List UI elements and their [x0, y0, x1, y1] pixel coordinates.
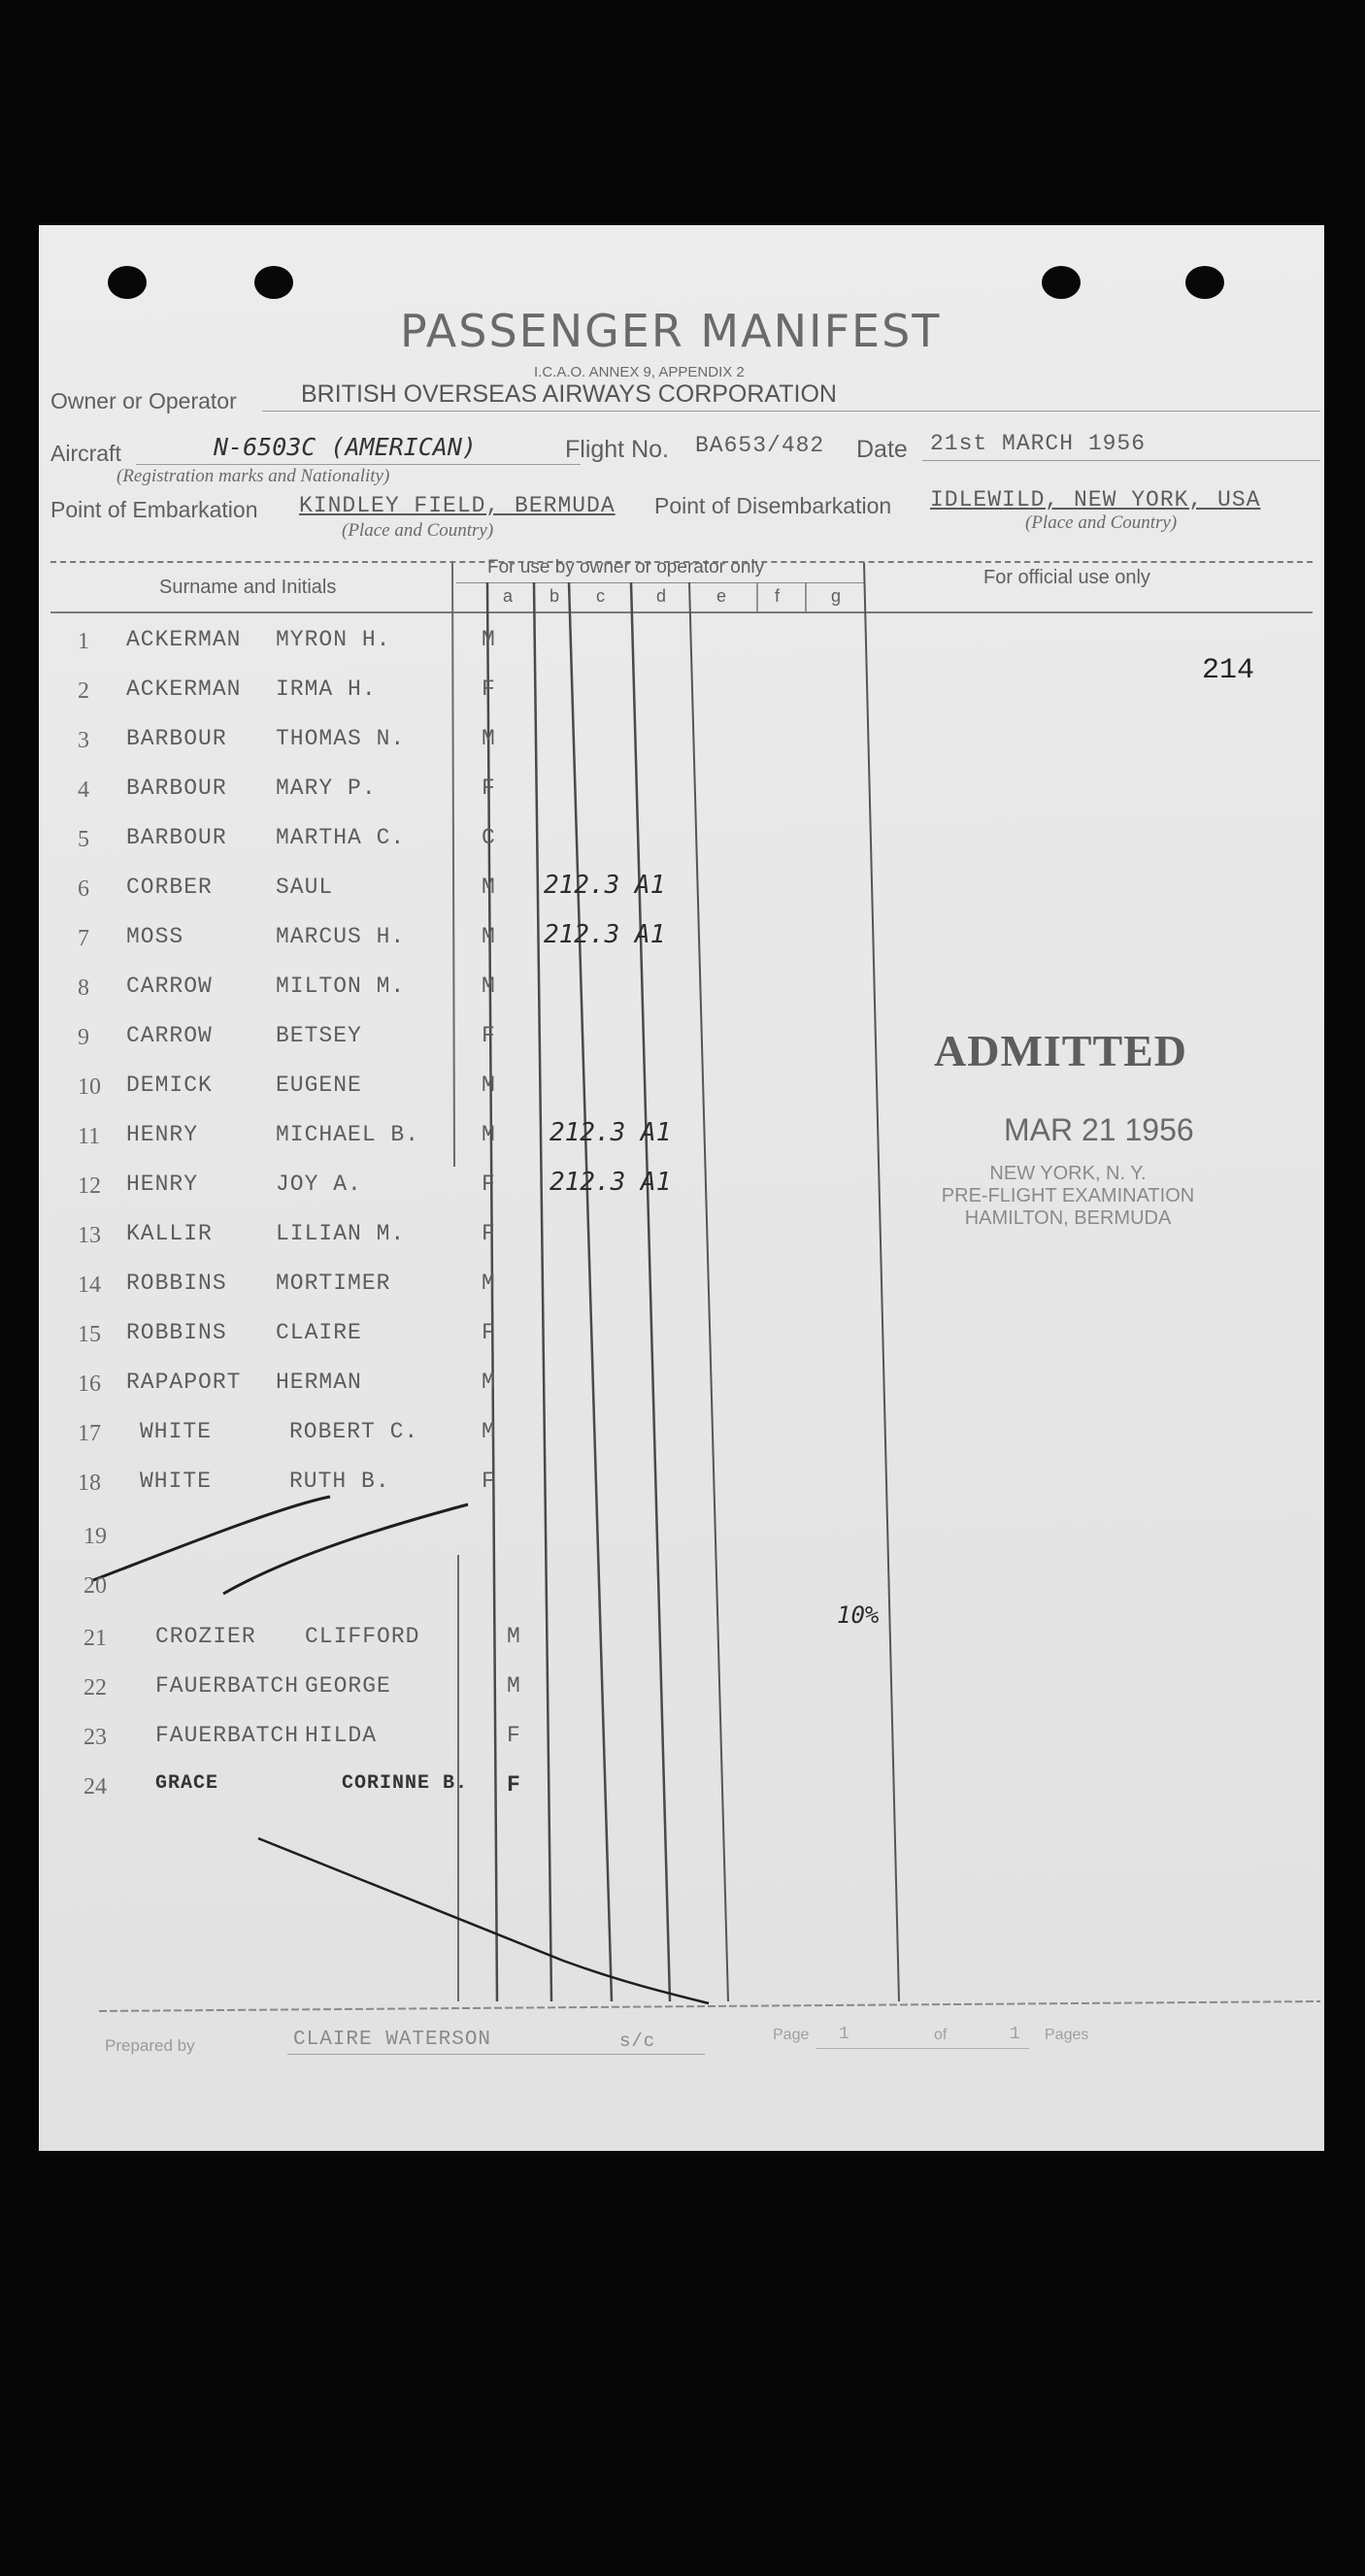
- passenger-surname: FAUERBATCH: [155, 1723, 300, 1748]
- table-row: [39, 1713, 1320, 1763]
- stamp-date: MAR 21 1956: [1004, 1112, 1194, 1147]
- row-number: 23: [83, 1725, 107, 1750]
- date-value: 21st MARCH 1956: [930, 431, 1147, 456]
- passenger-category: M: [482, 875, 496, 900]
- passenger-given-names: MARY P.: [276, 776, 377, 801]
- passenger-surname: BARBOUR: [126, 825, 227, 850]
- table-row: [39, 1261, 1320, 1310]
- table-row: [39, 1614, 1320, 1664]
- passenger-given-names: EUGENE: [276, 1073, 362, 1098]
- passenger-surname: CARROW: [126, 974, 213, 999]
- passenger-surname: KALLIR: [126, 1221, 213, 1246]
- row-number: 14: [78, 1272, 101, 1298]
- col-name-header: Surname and Initials: [159, 577, 337, 598]
- manifest-subtitle: I.C.A.O. ANNEX 9, APPENDIX 2: [534, 364, 745, 380]
- row-number: 16: [78, 1371, 101, 1397]
- column-letter: g: [831, 586, 842, 606]
- passenger-surname: MOSS: [126, 924, 184, 949]
- passenger-category: M: [507, 1673, 521, 1699]
- passenger-surname: FAUERBATCH: [155, 1673, 300, 1699]
- column-letter: e: [716, 586, 727, 606]
- passenger-surname: RAPAPORT: [126, 1370, 242, 1395]
- row-number: 21: [83, 1626, 107, 1651]
- aircraft-label: Aircraft: [50, 441, 121, 466]
- passenger-category: M: [482, 1122, 496, 1147]
- row-number: 10: [78, 1074, 101, 1100]
- passenger-given-names: CLIFFORD: [305, 1624, 420, 1649]
- passenger-category: F: [482, 1320, 496, 1345]
- table-row: [39, 716, 1320, 766]
- col-owner-header: For use by owner or operator only: [487, 557, 765, 578]
- prepared-label: Prepared by: [105, 2036, 195, 2055]
- embark-value: KINDLEY FIELD, BERMUDA: [299, 493, 616, 518]
- passenger-surname: HENRY: [126, 1122, 199, 1147]
- passenger-category: F: [507, 1772, 521, 1798]
- official-number: 214: [1202, 654, 1255, 687]
- disembark-label: Point of Disembarkation: [654, 493, 892, 518]
- row-number: 12: [78, 1173, 101, 1199]
- row-number: 9: [78, 1025, 89, 1050]
- handwritten-mark: 212.3 A1: [549, 1168, 672, 1197]
- embark-label: Point of Embarkation: [50, 497, 258, 522]
- passenger-given-names: HERMAN: [276, 1370, 362, 1395]
- manifest-title: PASSENGER MANIFEST: [400, 305, 942, 357]
- table-row: [39, 865, 1320, 914]
- passenger-surname: WHITE: [140, 1419, 213, 1444]
- row-number: 24: [83, 1774, 107, 1800]
- passenger-given-names: SAUL: [276, 875, 334, 900]
- aircraft-note: (Registration marks and Nationality): [117, 466, 390, 486]
- table-row: [39, 1310, 1320, 1360]
- table-row: [39, 1664, 1320, 1713]
- row-number: 17: [78, 1421, 101, 1446]
- passenger-given-names: MARTHA C.: [276, 825, 406, 850]
- passenger-given-names: BETSEY: [276, 1023, 362, 1048]
- row-number: 18: [78, 1470, 101, 1496]
- handwritten-mark: 212.3 A1: [544, 871, 666, 900]
- table-row: [39, 1763, 1320, 1812]
- passenger-surname: BARBOUR: [126, 776, 227, 801]
- row-number: 11: [78, 1124, 101, 1149]
- row-number: 22: [83, 1675, 107, 1701]
- table-row: [39, 1562, 1320, 1611]
- row-number: 3: [78, 728, 89, 753]
- col-official-header: For official use only: [983, 567, 1150, 588]
- passenger-category: C: [482, 825, 496, 850]
- prepared-value: CLAIRE WATERSON: [293, 2029, 492, 2051]
- row-number: 1: [78, 629, 89, 654]
- page-underline: [816, 2048, 1029, 2049]
- handwritten-mark: 212.3 A1: [549, 1118, 672, 1147]
- disembark-value: IDLEWILD, NEW YORK, USA: [930, 487, 1261, 512]
- pages-label: Pages: [1045, 2027, 1089, 2043]
- column-letter: d: [656, 586, 667, 606]
- passenger-surname: HENRY: [126, 1172, 199, 1197]
- passenger-surname: GRACE: [155, 1772, 219, 1795]
- passenger-surname: WHITE: [140, 1469, 213, 1494]
- row-number: 2: [78, 678, 89, 704]
- row-number: 8: [78, 975, 89, 1001]
- page-value: 1: [839, 2025, 850, 2044]
- table-row: [39, 766, 1320, 815]
- column-letter: f: [775, 586, 781, 606]
- passenger-given-names: IRMA H.: [276, 677, 377, 702]
- passenger-category: M: [482, 1073, 496, 1098]
- passenger-surname: ACKERMAN: [126, 627, 242, 652]
- owner-label: Owner or Operator: [50, 388, 237, 413]
- passenger-given-names: LILIAN M.: [276, 1221, 406, 1246]
- passenger-category: F: [482, 776, 496, 801]
- passenger-surname: CARROW: [126, 1023, 213, 1048]
- passenger-given-names: MICHAEL B.: [276, 1122, 420, 1147]
- passenger-given-names: CORINNE B.: [342, 1772, 469, 1795]
- table-row: [39, 914, 1320, 964]
- of-value: 1: [1010, 2025, 1021, 2044]
- passenger-category: F: [482, 1023, 496, 1048]
- passenger-given-names: MORTIMER: [276, 1271, 391, 1296]
- manifest-page: [39, 225, 1324, 2151]
- passenger-category: F: [507, 1723, 521, 1748]
- flight-label: Flight No.: [565, 436, 669, 463]
- embark-note: (Place and Country): [342, 520, 494, 541]
- row-number: 6: [78, 876, 89, 902]
- passenger-given-names: MILTON M.: [276, 974, 406, 999]
- passenger-surname: CROZIER: [155, 1624, 256, 1649]
- aircraft-value: N-6503C (AMERICAN): [214, 433, 477, 461]
- passenger-category: M: [482, 1370, 496, 1395]
- handwritten-mark: 212.3 A1: [544, 920, 666, 949]
- table-row: [39, 1512, 1320, 1562]
- row-number: 15: [78, 1322, 101, 1347]
- passenger-surname: ACKERMAN: [126, 677, 242, 702]
- passenger-surname: ROBBINS: [126, 1271, 227, 1296]
- passenger-given-names: CLAIRE: [276, 1320, 362, 1345]
- side-mark: 10%: [837, 1602, 880, 1629]
- passenger-surname: BARBOUR: [126, 726, 227, 751]
- passenger-category: F: [482, 1469, 496, 1494]
- passenger-category: F: [482, 1221, 496, 1246]
- table-row: [39, 617, 1320, 667]
- table-row: [39, 1360, 1320, 1409]
- row-number: 13: [78, 1223, 101, 1248]
- passenger-given-names: GEORGE: [305, 1673, 391, 1699]
- prepared-underline: [287, 2054, 705, 2055]
- passenger-category: M: [482, 1419, 496, 1444]
- flight-value: BA653/482: [695, 433, 825, 458]
- row-number: 20: [83, 1573, 107, 1599]
- owner-value: BRITISH OVERSEAS AIRWAYS CORPORATION: [301, 380, 837, 408]
- table-row: [39, 964, 1320, 1013]
- stamp-line-2: PRE-FLIGHT EXAMINATION: [941, 1185, 1195, 1206]
- column-letter: a: [503, 586, 514, 606]
- disembark-note: (Place and Country): [1025, 512, 1178, 533]
- passenger-given-names: JOY A.: [276, 1172, 362, 1197]
- passenger-category: M: [482, 627, 496, 652]
- table-row: [39, 667, 1320, 716]
- column-letter: b: [549, 586, 560, 606]
- passenger-surname: ROBBINS: [126, 1320, 227, 1345]
- stamp-admitted: ADMITTED: [934, 1026, 1188, 1075]
- stamp-line-3: HAMILTON, BERMUDA: [964, 1207, 1172, 1229]
- passenger-given-names: THOMAS N.: [276, 726, 406, 751]
- table-row: [39, 815, 1320, 865]
- row-number: 4: [78, 777, 89, 803]
- prepared-role: s/c: [619, 2031, 656, 2052]
- passenger-category: M: [482, 924, 496, 949]
- row-number: 7: [78, 926, 89, 951]
- passenger-category: M: [482, 726, 496, 751]
- passenger-category: M: [482, 974, 496, 999]
- passenger-given-names: ROBERT C.: [289, 1419, 419, 1444]
- passenger-category: F: [482, 1172, 496, 1197]
- passenger-given-names: MARCUS H.: [276, 924, 406, 949]
- page-label: Page: [773, 2027, 810, 2043]
- stamp-line-1: NEW YORK, N. Y.: [989, 1163, 1147, 1184]
- of-label: of: [934, 2027, 948, 2043]
- passenger-given-names: HILDA: [305, 1723, 378, 1748]
- passenger-surname: CORBER: [126, 875, 213, 900]
- passenger-category: M: [482, 1271, 496, 1296]
- date-label: Date: [856, 436, 908, 463]
- table-row: [39, 1459, 1320, 1508]
- row-number: 5: [78, 827, 89, 852]
- row-number: 19: [83, 1524, 107, 1549]
- passenger-category: M: [507, 1624, 521, 1649]
- column-letter: c: [596, 586, 605, 606]
- passenger-surname: DEMICK: [126, 1073, 213, 1098]
- table-row: [39, 1409, 1320, 1459]
- passenger-category: F: [482, 677, 496, 702]
- passenger-given-names: MYRON H.: [276, 627, 391, 652]
- passenger-given-names: RUTH B.: [289, 1469, 390, 1494]
